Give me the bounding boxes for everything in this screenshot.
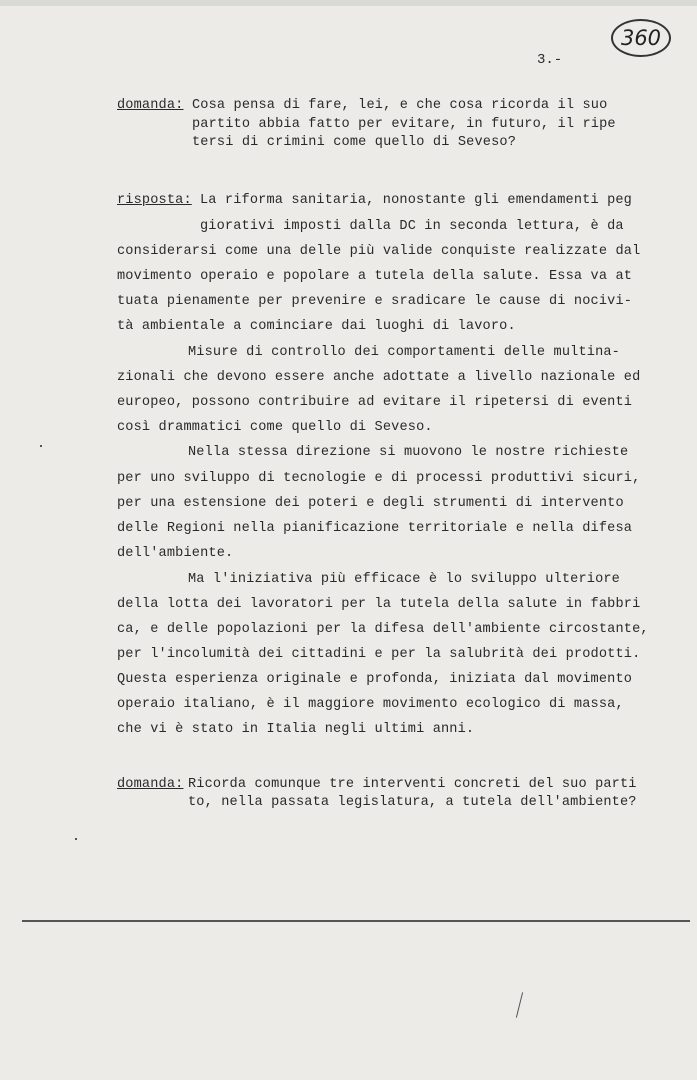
answer-1-line: europeo, possono contribuire ad evitare il ripetersi di eventi: [117, 395, 633, 410]
answer-1-label: risposta:: [117, 193, 192, 208]
question-2-line: Ricorda comunque tre interventi concreti del suo parti: [188, 777, 637, 792]
scan-dot: [75, 838, 77, 840]
answer-1-line: giorativi imposti dalla DC in seconda lettura, è da: [200, 219, 624, 234]
answer-1-line: delle Regioni nella pianificazione territoriale e nella difesa: [117, 521, 633, 536]
answer-1-line: movimento operaio e popolare a tutela della salute. Essa va at: [117, 269, 633, 284]
answer-1-line: dell'ambiente.: [117, 546, 234, 561]
answer-1-line: tuata pienamente per prevenire e sradicare le cause di nocivi-: [117, 294, 633, 309]
answer-1-line: Ma l'iniziativa più efficace è lo sviluppo ulteriore: [188, 572, 620, 587]
answer-1-line: La riforma sanitaria, nonostante gli emendamenti peg: [200, 193, 632, 208]
answer-1-line: Questa esperienza originale e profonda, iniziata dal movimento: [117, 672, 633, 687]
question-1-line: partito abbia fatto per evitare, in futuro, il ripe: [192, 117, 616, 132]
answer-1-line: per uno sviluppo di tecnologie e di processi produttivi sicuri,: [117, 471, 641, 486]
bottom-rule: [22, 920, 690, 922]
question-1-line: tersi di crimini come quello di Seveso?: [192, 135, 516, 150]
handwritten-page-stamp: 360: [611, 19, 671, 57]
answer-1-line: zionali che devono essere anche adottate a livello nazionale ed: [117, 370, 641, 385]
answer-1-line: così drammatici come quello di Seveso.: [117, 420, 433, 435]
answer-1-line: Misure di controllo dei comportamenti delle multina-: [188, 345, 620, 360]
question-2-label: domanda:: [117, 777, 184, 792]
question-1-label: domanda:: [117, 98, 184, 113]
answer-1-line: Nella stessa direzione si muovono le nostre richieste: [188, 445, 629, 460]
answer-1-line: che vi è stato in Italia negli ultimi anni.: [117, 722, 475, 737]
question-1-line: Cosa pensa di fare, lei, e che cosa ricorda il suo: [192, 98, 608, 113]
question-2-line: to, nella passata legislatura, a tutela dell'ambiente?: [188, 795, 637, 810]
page-top-edge: [0, 0, 697, 6]
answer-1-line: della lotta dei lavoratori per la tutela della salute in fabbri: [117, 597, 641, 612]
answer-1-line: per l'incolumità dei cittadini e per la salubrità dei prodotti.: [117, 647, 641, 662]
scan-dot: [40, 445, 42, 447]
answer-1-line: considerarsi come una delle più valide conquiste realizzate dal: [117, 244, 641, 259]
pen-mark: [516, 992, 523, 1017]
answer-1-line: per una estensione dei poteri e degli strumenti di intervento: [117, 496, 624, 511]
answer-1-line: ca, e delle popolazioni per la difesa dell'ambiente circostante,: [117, 622, 649, 637]
answer-1-line: operaio italiano, è il maggiore movimento ecologico di massa,: [117, 697, 624, 712]
page-number: 3.-: [537, 52, 563, 68]
answer-1-line: tà ambientale a cominciare dai luoghi di lavoro.: [117, 319, 516, 334]
